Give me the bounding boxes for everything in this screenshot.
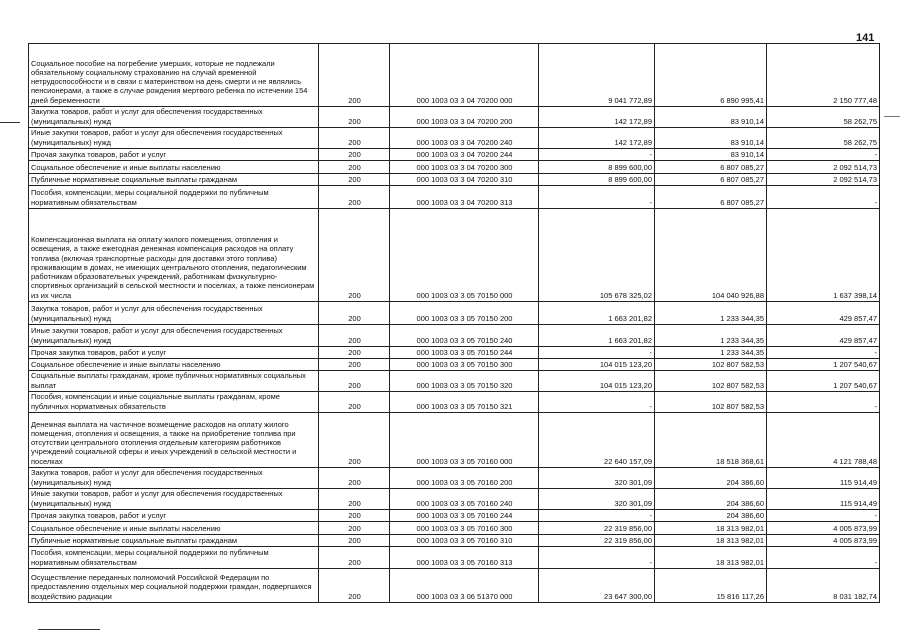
row-name-cell: Иные закупки товаров, работ и услуг для обеспечения государственных (муниципальных) нужд (29, 128, 319, 149)
row-classification-code-cell: 000 1003 03 3 06 51370 000 (390, 569, 539, 603)
row-admin-code-cell: 200 (319, 359, 390, 371)
row-name-cell: Прочая закупка товаров, работ и услуг (29, 149, 319, 161)
row-admin-code-cell: 200 (319, 161, 390, 174)
row-name-cell: Прочая закупка товаров, работ и услуг (29, 510, 319, 522)
margin-mark-right (884, 116, 900, 117)
row-admin-code-cell: 200 (319, 510, 390, 522)
row-admin-code-cell: 200 (319, 302, 390, 325)
row-name-cell: Закупка товаров, работ и услуг для обеспечения государственных (муниципальных) нужд (29, 468, 319, 489)
table-row (29, 547, 880, 569)
table-row (29, 128, 880, 149)
row-classification-code-cell: 000 1003 03 3 04 70200 313 (390, 186, 539, 209)
row-approved-amount-cell: - (539, 149, 655, 161)
row-classification-code-cell: 000 1003 03 3 04 70200 200 (390, 107, 539, 128)
row-approved-amount-cell: 8 899 600,00 (539, 174, 655, 186)
row-approved-amount-cell: - (539, 347, 655, 359)
row-unexecuted-amount-cell: 429 857,47 (767, 325, 880, 347)
row-unexecuted-amount-cell: 4 121 788,48 (767, 413, 880, 468)
margin-mark-bottom (38, 629, 100, 630)
row-executed-amount-cell: 1 233 344,35 (655, 347, 767, 359)
row-executed-amount-cell: 6 807 085,27 (655, 161, 767, 174)
page-number: 141 (856, 32, 875, 44)
row-approved-amount-cell: 8 899 600,00 (539, 161, 655, 174)
row-unexecuted-amount-cell: 2 092 514,73 (767, 174, 880, 186)
row-admin-code-cell: 200 (319, 468, 390, 489)
row-name-cell: Закупка товаров, работ и услуг для обеспечения государственных (муниципальных) нужд (29, 302, 319, 325)
row-name-cell: Закупка товаров, работ и услуг для обеспечения государственных (муниципальных) нужд (29, 107, 319, 128)
row-approved-amount-cell: 1 663 201,82 (539, 325, 655, 347)
row-classification-code-cell: 000 1003 03 3 05 70160 200 (390, 468, 539, 489)
table-row (29, 468, 880, 489)
table-body (29, 44, 880, 603)
row-admin-code-cell: 200 (319, 174, 390, 186)
table-row (29, 413, 880, 468)
row-admin-code-cell: 200 (319, 535, 390, 547)
row-classification-code-cell: 000 1003 03 3 05 70160 313 (390, 547, 539, 569)
row-executed-amount-cell: 18 313 982,01 (655, 522, 767, 535)
table-row (29, 302, 880, 325)
row-approved-amount-cell: - (539, 510, 655, 522)
row-name-cell: Компенсационная выплата на оплату жилого помещения, отопления и освещения, а также ежегодная денежная компенсация расходов на оплату топлива (включая транспортные расходы для доставки этого топлива) проживающим в домах, не имеющих центрального отопления, педагогическим работникам образовательных учреждений, работникам физкультурно-спортивных организаций в сельской местности и поселках, а также пенсионерам из их числа (29, 209, 319, 302)
table-row (29, 371, 880, 392)
table-row (29, 186, 880, 209)
row-executed-amount-cell: 6 807 085,27 (655, 186, 767, 209)
row-admin-code-cell: 200 (319, 489, 390, 510)
row-unexecuted-amount-cell: 115 914,49 (767, 468, 880, 489)
table-row (29, 510, 880, 522)
budget-execution-table (28, 43, 880, 603)
row-unexecuted-amount-cell: - (767, 149, 880, 161)
row-classification-code-cell: 000 1003 03 3 05 70160 300 (390, 522, 539, 535)
table-row (29, 522, 880, 535)
row-name-cell: Публичные нормативные социальные выплаты гражданам (29, 174, 319, 186)
row-admin-code-cell: 200 (319, 325, 390, 347)
row-executed-amount-cell: 18 313 982,01 (655, 535, 767, 547)
row-admin-code-cell: 200 (319, 413, 390, 468)
row-executed-amount-cell: 83 910,14 (655, 149, 767, 161)
row-unexecuted-amount-cell: 8 031 182,74 (767, 569, 880, 603)
row-name-cell: Осуществление переданных полномочий Российской Федерации по предоставлению отдельных мер социальной поддержки граждан, подвергшихся воздействию радиации (29, 569, 319, 603)
row-classification-code-cell: 000 1003 03 3 04 70200 300 (390, 161, 539, 174)
table-row (29, 489, 880, 510)
row-name-cell: Социальное обеспечение и иные выплаты населению (29, 522, 319, 535)
table-row (29, 107, 880, 128)
row-approved-amount-cell: 142 172,89 (539, 128, 655, 149)
row-executed-amount-cell: 204 386,60 (655, 468, 767, 489)
row-admin-code-cell: 200 (319, 371, 390, 392)
row-admin-code-cell: 200 (319, 392, 390, 413)
row-approved-amount-cell: 142 172,89 (539, 107, 655, 128)
row-admin-code-cell: 200 (319, 209, 390, 302)
row-executed-amount-cell: 6 890 995,41 (655, 44, 767, 107)
row-name-cell: Иные закупки товаров, работ и услуг для обеспечения государственных (муниципальных) нужд (29, 325, 319, 347)
row-name-cell: Социальное обеспечение и иные выплаты населению (29, 161, 319, 174)
table-row (29, 161, 880, 174)
row-unexecuted-amount-cell: 4 005 873,99 (767, 522, 880, 535)
row-classification-code-cell: 000 1003 03 3 05 70160 240 (390, 489, 539, 510)
row-classification-code-cell: 000 1003 03 3 05 70150 300 (390, 359, 539, 371)
row-approved-amount-cell: 104 015 123,20 (539, 359, 655, 371)
row-unexecuted-amount-cell: - (767, 547, 880, 569)
row-unexecuted-amount-cell: 58 262,75 (767, 107, 880, 128)
margin-mark-left (0, 122, 20, 123)
row-executed-amount-cell: 204 386,60 (655, 489, 767, 510)
row-admin-code-cell: 200 (319, 547, 390, 569)
row-classification-code-cell: 000 1003 03 3 05 70150 244 (390, 347, 539, 359)
row-unexecuted-amount-cell: 58 262,75 (767, 128, 880, 149)
row-classification-code-cell: 000 1003 03 3 05 70150 321 (390, 392, 539, 413)
row-executed-amount-cell: 104 040 926,88 (655, 209, 767, 302)
row-admin-code-cell: 200 (319, 128, 390, 149)
row-approved-amount-cell: 320 301,09 (539, 489, 655, 510)
row-unexecuted-amount-cell: 2 150 777,48 (767, 44, 880, 107)
row-unexecuted-amount-cell: - (767, 392, 880, 413)
row-approved-amount-cell: 23 647 300,00 (539, 569, 655, 603)
row-executed-amount-cell: 6 807 085,27 (655, 174, 767, 186)
row-executed-amount-cell: 1 233 344,35 (655, 302, 767, 325)
row-approved-amount-cell: 22 319 856,00 (539, 535, 655, 547)
row-admin-code-cell: 200 (319, 522, 390, 535)
row-executed-amount-cell: 83 910,14 (655, 107, 767, 128)
table-row (29, 359, 880, 371)
row-approved-amount-cell: 105 678 325,02 (539, 209, 655, 302)
row-name-cell: Прочая закупка товаров, работ и услуг (29, 347, 319, 359)
row-approved-amount-cell: - (539, 547, 655, 569)
table-row (29, 392, 880, 413)
row-name-cell: Денежная выплата на частичное возмещение расходов на оплату жилого помещения, отопления и освещения, а также на приобретение топлива при отсутствии центрального отопления отдельным категориям работников учреждений социальной сферы и иных учреждений в сельской местности и поселках (29, 413, 319, 468)
table-row (29, 347, 880, 359)
row-approved-amount-cell: 9 041 772,89 (539, 44, 655, 107)
row-unexecuted-amount-cell: 4 005 873,99 (767, 535, 880, 547)
row-admin-code-cell: 200 (319, 44, 390, 107)
row-classification-code-cell: 000 1003 03 3 04 70200 244 (390, 149, 539, 161)
table-row (29, 535, 880, 547)
row-classification-code-cell: 000 1003 03 3 04 70200 000 (390, 44, 539, 107)
row-admin-code-cell: 200 (319, 569, 390, 603)
table-row (29, 325, 880, 347)
row-admin-code-cell: 200 (319, 107, 390, 128)
row-approved-amount-cell: - (539, 186, 655, 209)
row-executed-amount-cell: 102 807 582,53 (655, 359, 767, 371)
row-unexecuted-amount-cell: 1 637 398,14 (767, 209, 880, 302)
row-classification-code-cell: 000 1003 03 3 05 70150 240 (390, 325, 539, 347)
row-unexecuted-amount-cell: - (767, 186, 880, 209)
row-classification-code-cell: 000 1003 03 3 05 70160 244 (390, 510, 539, 522)
row-classification-code-cell: 000 1003 03 3 05 70160 000 (390, 413, 539, 468)
row-approved-amount-cell: 22 640 157,09 (539, 413, 655, 468)
table-row (29, 209, 880, 302)
row-approved-amount-cell: 22 319 856,00 (539, 522, 655, 535)
row-executed-amount-cell: 102 807 582,53 (655, 392, 767, 413)
table-row (29, 44, 880, 107)
row-classification-code-cell: 000 1003 03 3 05 70150 320 (390, 371, 539, 392)
row-admin-code-cell: 200 (319, 347, 390, 359)
row-name-cell: Публичные нормативные социальные выплаты гражданам (29, 535, 319, 547)
row-executed-amount-cell: 15 816 117,26 (655, 569, 767, 603)
row-name-cell: Пособия, компенсации и иные социальные выплаты гражданам, кроме публичных нормативных обязательств (29, 392, 319, 413)
row-classification-code-cell: 000 1003 03 3 04 70200 240 (390, 128, 539, 149)
row-admin-code-cell: 200 (319, 186, 390, 209)
row-approved-amount-cell: 104 015 123,20 (539, 371, 655, 392)
row-name-cell: Социальные выплаты гражданам, кроме публичных нормативных социальных выплат (29, 371, 319, 392)
row-name-cell: Пособия, компенсации, меры социальной поддержки по публичным нормативным обязательствам (29, 547, 319, 569)
row-executed-amount-cell: 102 807 582,53 (655, 371, 767, 392)
row-classification-code-cell: 000 1003 03 3 04 70200 310 (390, 174, 539, 186)
row-executed-amount-cell: 18 518 368,61 (655, 413, 767, 468)
row-approved-amount-cell: - (539, 392, 655, 413)
row-executed-amount-cell: 204 386,60 (655, 510, 767, 522)
row-name-cell: Социальное пособие на погребение умерших, которые не подлежали обязательному социальному страхованию на случай временной нетрудоспособности и в связи с материнством на день смерти и не являлись пенсионерами, а также в случае рождения мертвого ребенка по истечении 154 дней беременности (29, 44, 319, 107)
row-unexecuted-amount-cell: 115 914,49 (767, 489, 880, 510)
row-name-cell: Пособия, компенсации, меры социальной поддержки по публичным нормативным обязательствам (29, 186, 319, 209)
row-unexecuted-amount-cell: 429 857,47 (767, 302, 880, 325)
row-classification-code-cell: 000 1003 03 3 05 70160 310 (390, 535, 539, 547)
row-unexecuted-amount-cell: - (767, 510, 880, 522)
row-name-cell: Иные закупки товаров, работ и услуг для обеспечения государственных (муниципальных) нужд (29, 489, 319, 510)
row-unexecuted-amount-cell: - (767, 347, 880, 359)
row-name-cell: Социальное обеспечение и иные выплаты населению (29, 359, 319, 371)
row-executed-amount-cell: 18 313 982,01 (655, 547, 767, 569)
row-unexecuted-amount-cell: 1 207 540,67 (767, 371, 880, 392)
row-classification-code-cell: 000 1003 03 3 05 70150 200 (390, 302, 539, 325)
table-row (29, 569, 880, 603)
row-unexecuted-amount-cell: 1 207 540,67 (767, 359, 880, 371)
row-unexecuted-amount-cell: 2 092 514,73 (767, 161, 880, 174)
row-admin-code-cell: 200 (319, 149, 390, 161)
row-approved-amount-cell: 1 663 201,82 (539, 302, 655, 325)
row-executed-amount-cell: 1 233 344,35 (655, 325, 767, 347)
row-executed-amount-cell: 83 910,14 (655, 128, 767, 149)
row-classification-code-cell: 000 1003 03 3 05 70150 000 (390, 209, 539, 302)
table-row (29, 174, 880, 186)
row-approved-amount-cell: 320 301,09 (539, 468, 655, 489)
table-row (29, 149, 880, 161)
